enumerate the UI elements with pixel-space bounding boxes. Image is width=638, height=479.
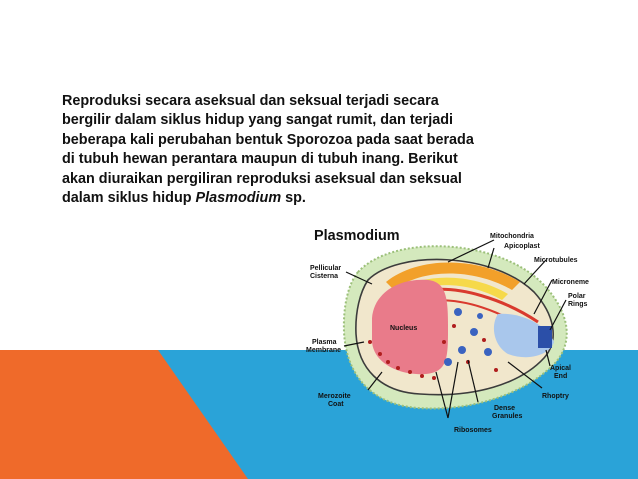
label-microneme: Microneme (552, 279, 589, 286)
paragraph-line-3: beberapa kali perubahan bentuk Sporozoa pada saat berada (62, 131, 474, 148)
label-microtubules: Microtubules (534, 257, 578, 264)
label-dense-1: Dense (494, 405, 516, 412)
line-6-end: sp. (281, 190, 306, 207)
label-ribosomes: Ribosomes (454, 427, 492, 434)
ribosome (442, 340, 446, 344)
ribosome (368, 340, 372, 344)
label-merozoite-2: Coat (328, 401, 344, 408)
dense-granule (458, 346, 466, 354)
label-merozoite-1: Merozoite (318, 393, 351, 400)
ribosome (452, 324, 456, 328)
paragraph-line-5: akan diuraikan pergiliran reproduksi aseksual dan seksual (62, 170, 462, 187)
figure-title: Plasmodium (314, 228, 400, 244)
paragraph-line-1: Reproduksi secara aseksual dan seksual terjadi secara (62, 93, 439, 109)
label-apical-2: End (554, 373, 568, 380)
ribosome (482, 338, 486, 342)
label-plasma-2: Membrane (306, 347, 342, 354)
line-6-start: dalam siklus hidup (62, 190, 196, 207)
label-polar-1: Polar (568, 293, 586, 300)
plasmodium-diagram (298, 222, 598, 444)
ribosome (494, 368, 498, 372)
dense-granule (454, 308, 462, 316)
label-dense-2: Granules (492, 413, 523, 420)
label-plasma-1: Plasma (312, 339, 337, 346)
ribosome (378, 352, 382, 356)
label-pellicular-1: Pellicular (310, 265, 342, 272)
paragraph-line-6 (62, 190, 306, 206)
dense-granule (484, 348, 492, 356)
plasmodium-italic: Plasmodium (195, 190, 282, 207)
ribosome (408, 370, 412, 374)
label-polar-2: Rings (568, 301, 588, 308)
label-rhoptry: Rhoptry (542, 393, 569, 400)
label-pellicular-2: Cisterna (310, 273, 339, 280)
paragraph-line-2: bergilir dalam siklus hidup yang sangat rumit, dan terjadi (62, 112, 454, 129)
paragraph-line-4: di tubuh hewan perantara maupun di tubuh inang. Berikut (62, 151, 458, 168)
label-apicoplast: Apicoplast (504, 243, 540, 250)
label-mitochondria: Mitochondria (490, 233, 534, 240)
dense-granule (477, 313, 483, 319)
ribosome (420, 374, 424, 378)
label-apical-1: Apical (550, 365, 572, 372)
ribosome (396, 366, 400, 370)
label-nucleus: Nucleus (390, 325, 418, 332)
dense-granule (444, 358, 452, 366)
body-paragraph (62, 92, 576, 208)
ribosome (386, 360, 390, 364)
dense-granule (470, 328, 478, 336)
ribosome (432, 376, 436, 380)
